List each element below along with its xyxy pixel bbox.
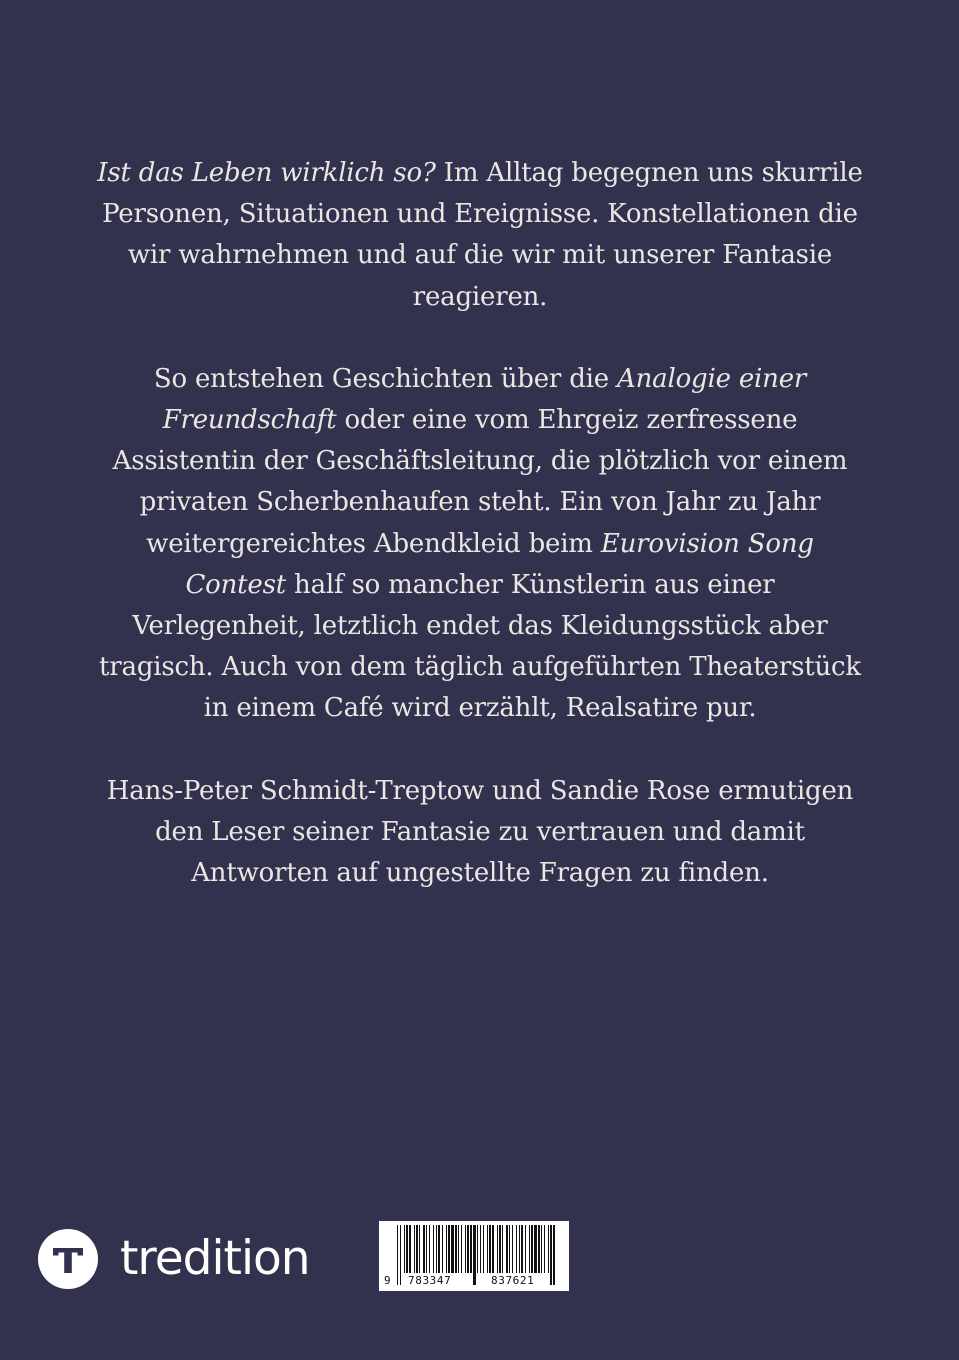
blurb-paragraph-2 <box>95 359 865 730</box>
barcode-bar <box>409 1225 411 1273</box>
barcode-bar <box>506 1225 508 1273</box>
barcode-bar <box>544 1225 545 1273</box>
barcode-group-2: 837621 <box>491 1274 535 1287</box>
barcode-bar <box>553 1225 555 1285</box>
back-cover-blurb <box>95 153 865 935</box>
barcode-bar <box>541 1225 542 1273</box>
barcode-bar <box>519 1225 520 1273</box>
barcode-group-1: 783347 <box>408 1274 452 1287</box>
barcode-bar <box>438 1225 440 1273</box>
barcode-bar <box>538 1225 540 1273</box>
barcode-bar <box>426 1225 427 1273</box>
barcode-bar <box>516 1225 517 1273</box>
barcode-bar <box>492 1225 494 1273</box>
blurb-p2-italic-1: Analogie einer Freundschaft <box>162 363 807 436</box>
barcode-bar <box>458 1225 459 1273</box>
blurb-paragraph-1 <box>95 153 865 318</box>
barcode-bar <box>489 1225 491 1273</box>
barcode-bar <box>419 1225 420 1273</box>
barcode-bar <box>404 1225 405 1273</box>
barcode-bar <box>436 1225 437 1273</box>
isbn-barcode <box>379 1221 569 1291</box>
barcode-bar <box>467 1225 469 1273</box>
barcode-lead-digit: 9 <box>384 1274 391 1287</box>
barcode-bar <box>416 1225 418 1273</box>
blurb-italic-question: Ist das Leben wirklich so? <box>97 158 436 188</box>
barcode-bar <box>521 1225 523 1273</box>
publisher-logo <box>38 1228 310 1290</box>
barcode-bar <box>465 1225 466 1273</box>
barcode-bar <box>406 1225 408 1273</box>
blurb-paragraph-3: Hans-Peter Schmidt-Treptow und Sandie Rose ermutigen den Leser seiner Fantasie zu vertrauen und damit Antworten auf ungestellte Fragen zu finden. <box>106 775 854 889</box>
barcode-bar <box>499 1225 501 1273</box>
barcode-bar <box>502 1225 503 1273</box>
tredition-t-icon <box>38 1229 98 1289</box>
barcode-bar <box>461 1225 462 1273</box>
barcode-bar <box>429 1225 430 1273</box>
blurb-p1-text: Im Alltag begegnen uns skurrile Personen, Situationen und Ereignisse. Konstellationen die wir wahrnehmen und auf die wir mit unserer Fantasie reagieren. <box>102 158 863 312</box>
barcode-bar <box>442 1225 443 1273</box>
barcode-bar <box>397 1225 398 1285</box>
barcode-bar <box>400 1225 401 1285</box>
barcode-bar <box>433 1225 434 1273</box>
publisher-name: tredition <box>120 1231 310 1286</box>
blurb-p2-text-2: oder eine vom Ehrgeiz zerfressene Assistentin der Geschäftsleitung, die plötzlich vor einem privaten Scherbenhaufen steht. Ein von Jahr zu Jahr weitergereichtes Abendkleid beim <box>112 405 848 559</box>
barcode-bar <box>477 1225 478 1273</box>
barcode-bar <box>525 1225 526 1273</box>
barcode-bar <box>473 1225 476 1285</box>
barcode-bar <box>451 1225 454 1273</box>
barcode-bar <box>534 1225 537 1273</box>
barcode-bar <box>529 1225 530 1273</box>
barcode-bar <box>548 1225 549 1273</box>
barcode-bar <box>414 1225 415 1273</box>
barcode-bar <box>470 1225 472 1273</box>
barcode-bar <box>531 1225 533 1273</box>
barcode-bar <box>446 1225 447 1273</box>
barcode-bar <box>455 1225 457 1273</box>
barcode-bar <box>512 1225 513 1273</box>
barcode-bar <box>509 1225 510 1273</box>
barcode-bar <box>550 1225 552 1285</box>
barcode-bar <box>487 1225 488 1273</box>
blurb-p2-text-3: half so mancher Künstlerin aus einer Verlegenheit, letztlich endet das Kleidungsstück aber tragisch. Auch von dem täglich aufgeführten Theaterstück in einem Café wird erzählt, Realsatire pur. <box>99 569 861 724</box>
barcode-bar <box>497 1225 498 1273</box>
barcode-bar <box>480 1225 481 1273</box>
barcode-bar <box>423 1225 425 1273</box>
blurb-p2-italic-2: Eurovision Song Contest <box>185 528 814 600</box>
barcode-bar <box>483 1225 484 1273</box>
blurb-p2-text-1: So entstehen Geschichten über die <box>153 363 618 394</box>
barcode-bar <box>448 1225 450 1273</box>
